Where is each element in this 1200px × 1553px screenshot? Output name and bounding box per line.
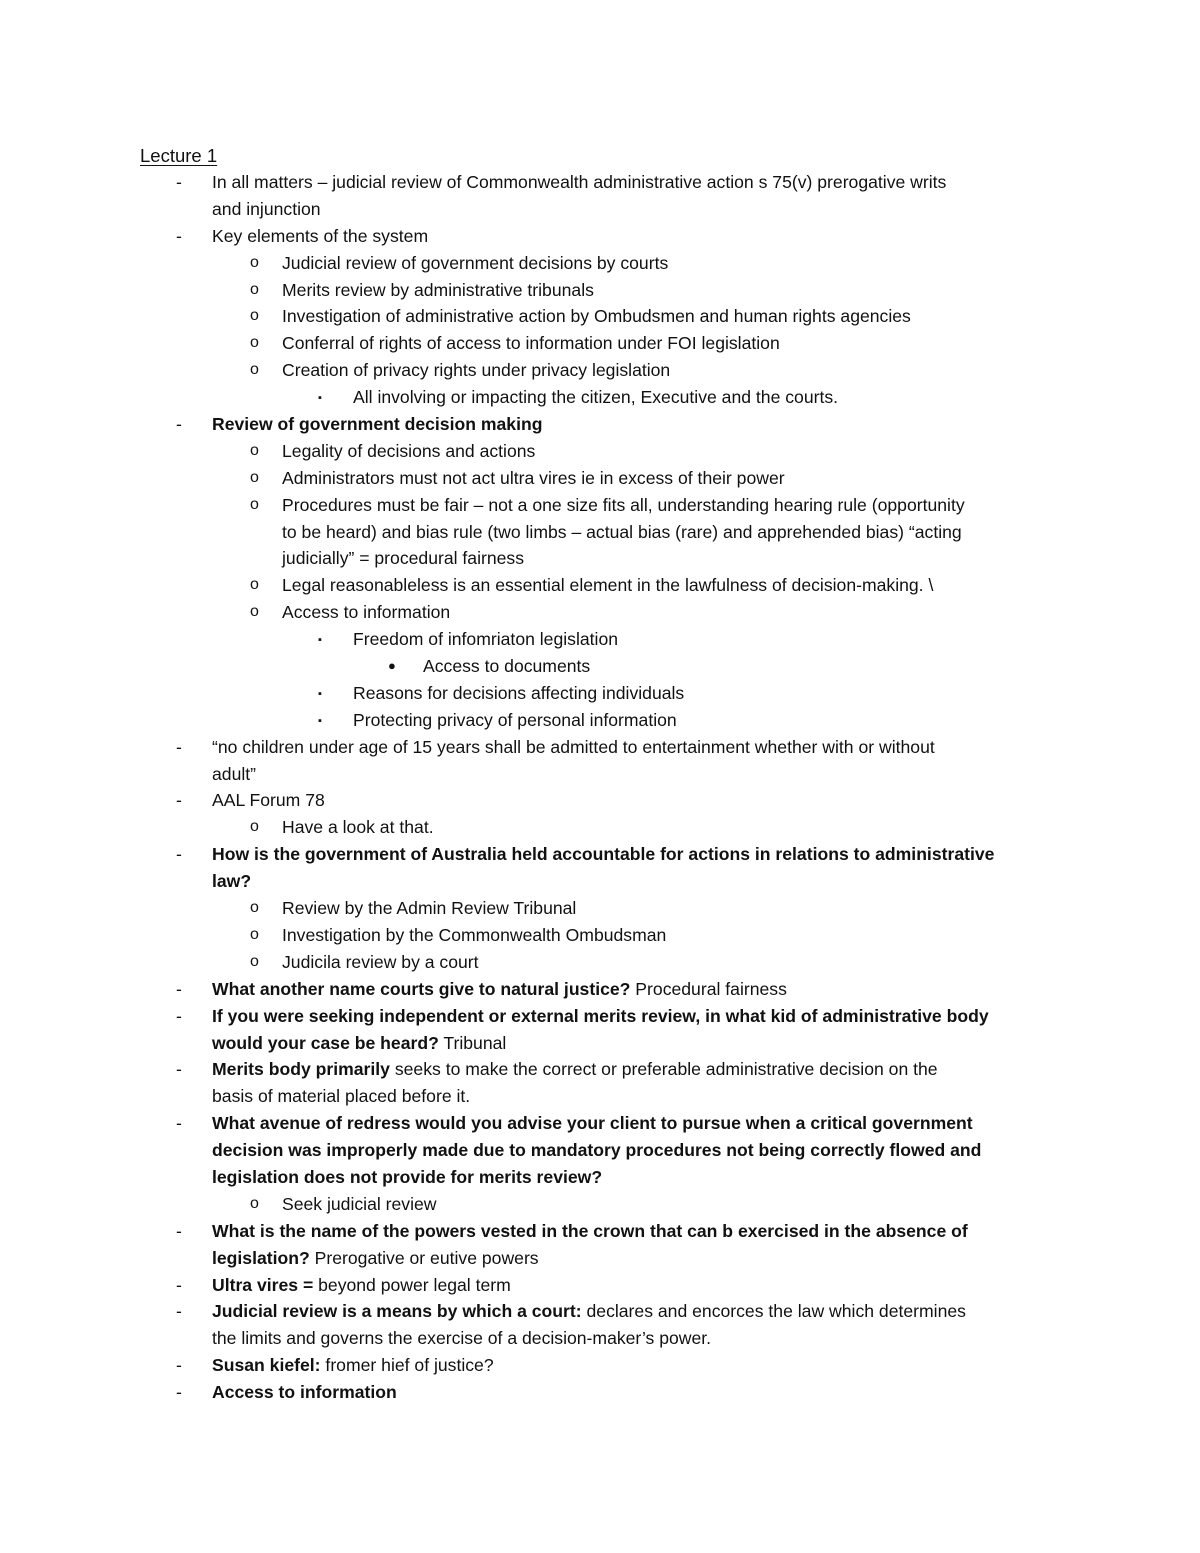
list-item-text: [282, 519, 962, 546]
list-item-text: [212, 868, 251, 895]
list-item-text: [212, 1379, 397, 1406]
list-item: [0, 949, 1200, 976]
list-item: [0, 922, 1200, 949]
list-item-continuation: [0, 1325, 1200, 1352]
list-item-text: [212, 841, 994, 868]
bullet-marker: o: [250, 280, 259, 298]
list-item: [0, 330, 1200, 357]
list-item-text: [212, 1030, 506, 1057]
plain-text: Tribunal: [438, 1032, 507, 1053]
list-item-text: [212, 1137, 981, 1164]
plain-text: Prerogative or eutive powers: [309, 1247, 539, 1268]
list-item-text: [353, 707, 677, 734]
list-item-text: [212, 1083, 470, 1110]
plain-text: Access to information: [282, 602, 451, 623]
bold-question: Merits body primarily: [212, 1059, 390, 1080]
plain-text: declares and encorces the law which determines: [581, 1301, 966, 1322]
plain-text: AAL Forum 78: [212, 790, 325, 811]
list-item-text: [212, 1056, 938, 1083]
list-item-text: [282, 814, 434, 841]
bold-question: Susan kiefel:: [212, 1355, 321, 1376]
bold-question: Review of government decision making: [212, 414, 543, 435]
list-item-continuation: [0, 868, 1200, 895]
bullet-marker: -: [176, 1220, 182, 1241]
bullet-marker: ▪: [318, 392, 322, 405]
bullet-marker: o: [250, 818, 259, 836]
bullet-marker: -: [176, 1059, 182, 1080]
list-item-text: [212, 976, 787, 1003]
plain-text: Creation of privacy rights under privacy legislation: [282, 360, 671, 381]
list-item: [0, 169, 1200, 196]
list-item-continuation: [0, 1030, 1200, 1057]
list-item: [0, 734, 1200, 761]
bold-question: What another name courts give to natural justice?: [212, 978, 631, 999]
bullet-marker: -: [176, 414, 182, 435]
bullet-marker: ▪: [318, 634, 322, 647]
bullet-marker: o: [250, 952, 259, 970]
list-item: [0, 572, 1200, 599]
list-item-text: [282, 572, 933, 599]
list-item: [0, 384, 1200, 411]
list-item-text: [282, 465, 785, 492]
bold-question: Access to information: [212, 1382, 397, 1403]
list-item: [0, 492, 1200, 519]
bullet-marker: -: [176, 736, 182, 757]
plain-text: Investigation of administrative action by Ombudsmen and human rights agencies: [282, 306, 911, 327]
list-item-text: [353, 626, 618, 653]
list-item-text: [282, 599, 450, 626]
bullet-marker: -: [176, 1382, 182, 1403]
list-item-text: [282, 1191, 437, 1218]
list-item: [0, 465, 1200, 492]
plain-text: judicially” = procedural fairness: [282, 548, 525, 569]
plain-text: Reasons for decisions affecting individuals: [353, 682, 685, 703]
bullet-marker: -: [176, 172, 182, 192]
plain-text: Conferral of rights of access to information under FOI legislation: [282, 333, 780, 354]
plain-text: Freedom of infomriaton legislation: [353, 629, 619, 650]
list-item-continuation: [0, 1083, 1200, 1110]
bullet-marker: o: [250, 334, 259, 352]
bullet-marker: -: [176, 978, 182, 999]
list-item-text: [353, 680, 684, 707]
plain-text: Administrators must not act ultra vires ie in excess of their power: [282, 467, 785, 488]
plain-text: Merits review by administrative tribunals: [282, 279, 594, 300]
list-item-text: [212, 223, 428, 250]
bullet-marker: o: [250, 576, 259, 594]
list-item-text: [282, 357, 670, 384]
list-item-text: [212, 1352, 494, 1379]
plain-text: and injunction: [212, 198, 321, 219]
plain-text: Key elements of the system: [212, 225, 429, 246]
notes-list: [0, 169, 1200, 1406]
list-item-text: [282, 949, 479, 976]
list-item-continuation: [0, 761, 1200, 788]
plain-text: Investigation by the Commonwealth Ombudsman: [282, 924, 667, 945]
bullet-marker: -: [176, 1005, 182, 1026]
plain-text: Access to documents: [423, 656, 591, 677]
list-item-text: [282, 250, 668, 277]
bold-question: law?: [212, 871, 252, 892]
list-item: [0, 814, 1200, 841]
bullet-marker: o: [250, 495, 259, 513]
list-item: [0, 1056, 1200, 1083]
bullet-marker: -: [176, 844, 182, 865]
list-item: [0, 277, 1200, 304]
list-item-text: [212, 734, 935, 761]
list-item-continuation: [0, 1137, 1200, 1164]
plain-text: to be heard) and bias rule (two limbs – actual bias (rare) and apprehended bias) “acting: [282, 521, 962, 542]
plain-text: the limits and governs the exercise of a decision-maker’s power.: [212, 1328, 712, 1349]
list-item-text: [282, 545, 524, 572]
bullet-marker: -: [176, 1301, 182, 1322]
list-item-text: [282, 277, 594, 304]
plain-text: Judicila review by a court: [282, 951, 479, 972]
list-item: [0, 1272, 1200, 1299]
plain-text: Judicial review of government decisions by courts: [282, 252, 669, 273]
list-item-text: [282, 922, 666, 949]
bullet-marker: -: [176, 1113, 182, 1134]
plain-text: beyond power legal term: [313, 1274, 511, 1295]
list-item: [0, 438, 1200, 465]
list-item-text: [212, 1003, 989, 1030]
list-item-text: [212, 1110, 973, 1137]
plain-text: Procedural fairness: [630, 978, 787, 999]
list-item-text: [212, 787, 325, 814]
list-item: [0, 680, 1200, 707]
lecture-heading: Lecture 1: [140, 145, 218, 166]
list-item: [0, 1218, 1200, 1245]
list-item-text: [212, 196, 321, 223]
bullet-marker: -: [176, 1355, 182, 1376]
list-item: [0, 895, 1200, 922]
bullet-marker: ●: [388, 658, 396, 674]
bullet-marker: o: [250, 603, 259, 621]
list-item: [0, 787, 1200, 814]
list-item: [0, 1191, 1200, 1218]
list-item-text: [282, 438, 535, 465]
bold-question: Judicial review is a means by which a court:: [212, 1301, 582, 1322]
list-item-text: [212, 1218, 968, 1245]
list-item: [0, 411, 1200, 438]
plain-text: seeks to make the correct or preferable administrative decision on the: [389, 1059, 938, 1080]
list-item: [0, 1379, 1200, 1406]
bold-question: decision was improperly made due to mandatory procedures not being correctly flowed and: [212, 1140, 982, 1161]
bold-question: legislation does not provide for merits review?: [212, 1166, 603, 1187]
list-item: [0, 707, 1200, 734]
list-item-continuation: [0, 519, 1200, 546]
list-item: [0, 599, 1200, 626]
plain-text: In all matters – judicial review of Commonwealth administrative action s 75(v) prerogative writs: [212, 172, 947, 192]
bullet-marker: o: [250, 1194, 259, 1212]
list-item: [0, 303, 1200, 330]
bold-question: What is the name of the powers vested in the crown that can b exercised in the absence of: [212, 1220, 968, 1241]
list-item-text: [282, 330, 780, 357]
bold-question: Ultra vires =: [212, 1274, 314, 1295]
bullet-marker: ▪: [318, 687, 322, 700]
list-item: [0, 653, 1200, 680]
list-item-text: [212, 1298, 966, 1325]
list-item: [0, 1298, 1200, 1325]
bold-question: If you were seeking independent or external merits review, in what kid of administrative body: [212, 1005, 989, 1026]
list-item-text: [212, 761, 256, 788]
bold-question: would your case be heard?: [212, 1032, 439, 1053]
list-item: [0, 223, 1200, 250]
bold-question: legislation?: [212, 1247, 310, 1268]
bullet-marker: -: [176, 790, 182, 811]
bullet-marker: o: [250, 441, 259, 459]
list-item-text: [212, 169, 946, 196]
bullet-marker: o: [250, 925, 259, 943]
plain-text: Seek judicial review: [282, 1193, 437, 1214]
list-item-text: [212, 1164, 602, 1191]
list-item-text: [212, 411, 542, 438]
list-item-continuation: [0, 1164, 1200, 1191]
plain-text: Have a look at that.: [282, 817, 434, 838]
bullet-marker: o: [250, 361, 259, 379]
list-item-text: [282, 303, 911, 330]
list-item-text: [423, 653, 590, 680]
list-item-continuation: [0, 196, 1200, 223]
list-item-text: [282, 895, 576, 922]
list-item-text: [212, 1325, 711, 1352]
plain-text: Protecting privacy of personal information: [353, 709, 677, 730]
bullet-marker: -: [176, 225, 182, 246]
list-item-continuation: [0, 545, 1200, 572]
list-item-text: [353, 384, 838, 411]
list-item-text: [282, 492, 965, 519]
plain-text: Legal reasonableless is an essential element in the lawfulness of decision-making. \: [282, 575, 934, 596]
bullet-marker: o: [250, 307, 259, 325]
bullet-marker: -: [176, 1274, 182, 1295]
list-item: [0, 976, 1200, 1003]
list-item: [0, 626, 1200, 653]
list-item: [0, 250, 1200, 277]
plain-text: fromer hief of justice?: [320, 1355, 494, 1376]
bullet-marker: ▪: [318, 714, 322, 727]
bullet-marker: o: [250, 899, 259, 917]
list-item: [0, 841, 1200, 868]
plain-text: Review by the Admin Review Tribunal: [282, 898, 577, 919]
list-item: [0, 1110, 1200, 1137]
bold-question: How is the government of Australia held accountable for actions in relations to administrative: [212, 844, 995, 865]
list-item: [0, 1352, 1200, 1379]
plain-text: Procedures must be fair – not a one size fits all, understanding hearing rule (opportunity: [282, 494, 965, 515]
list-item-continuation: [0, 1245, 1200, 1272]
plain-text: adult”: [212, 763, 257, 784]
list-item: [0, 1003, 1200, 1030]
list-item-text: [212, 1245, 539, 1272]
bullet-marker: o: [250, 253, 259, 271]
plain-text: Legality of decisions and actions: [282, 440, 536, 461]
list-item: [0, 357, 1200, 384]
plain-text: basis of material placed before it.: [212, 1086, 471, 1107]
list-item-text: [212, 1272, 511, 1299]
bold-question: What avenue of redress would you advise your client to pursue when a critical government: [212, 1113, 973, 1134]
bullet-marker: o: [250, 468, 259, 486]
plain-text: All involving or impacting the citizen, Executive and the courts.: [353, 387, 839, 408]
plain-text: “no children under age of 15 years shall be admitted to entertainment whether with or without: [212, 736, 935, 757]
